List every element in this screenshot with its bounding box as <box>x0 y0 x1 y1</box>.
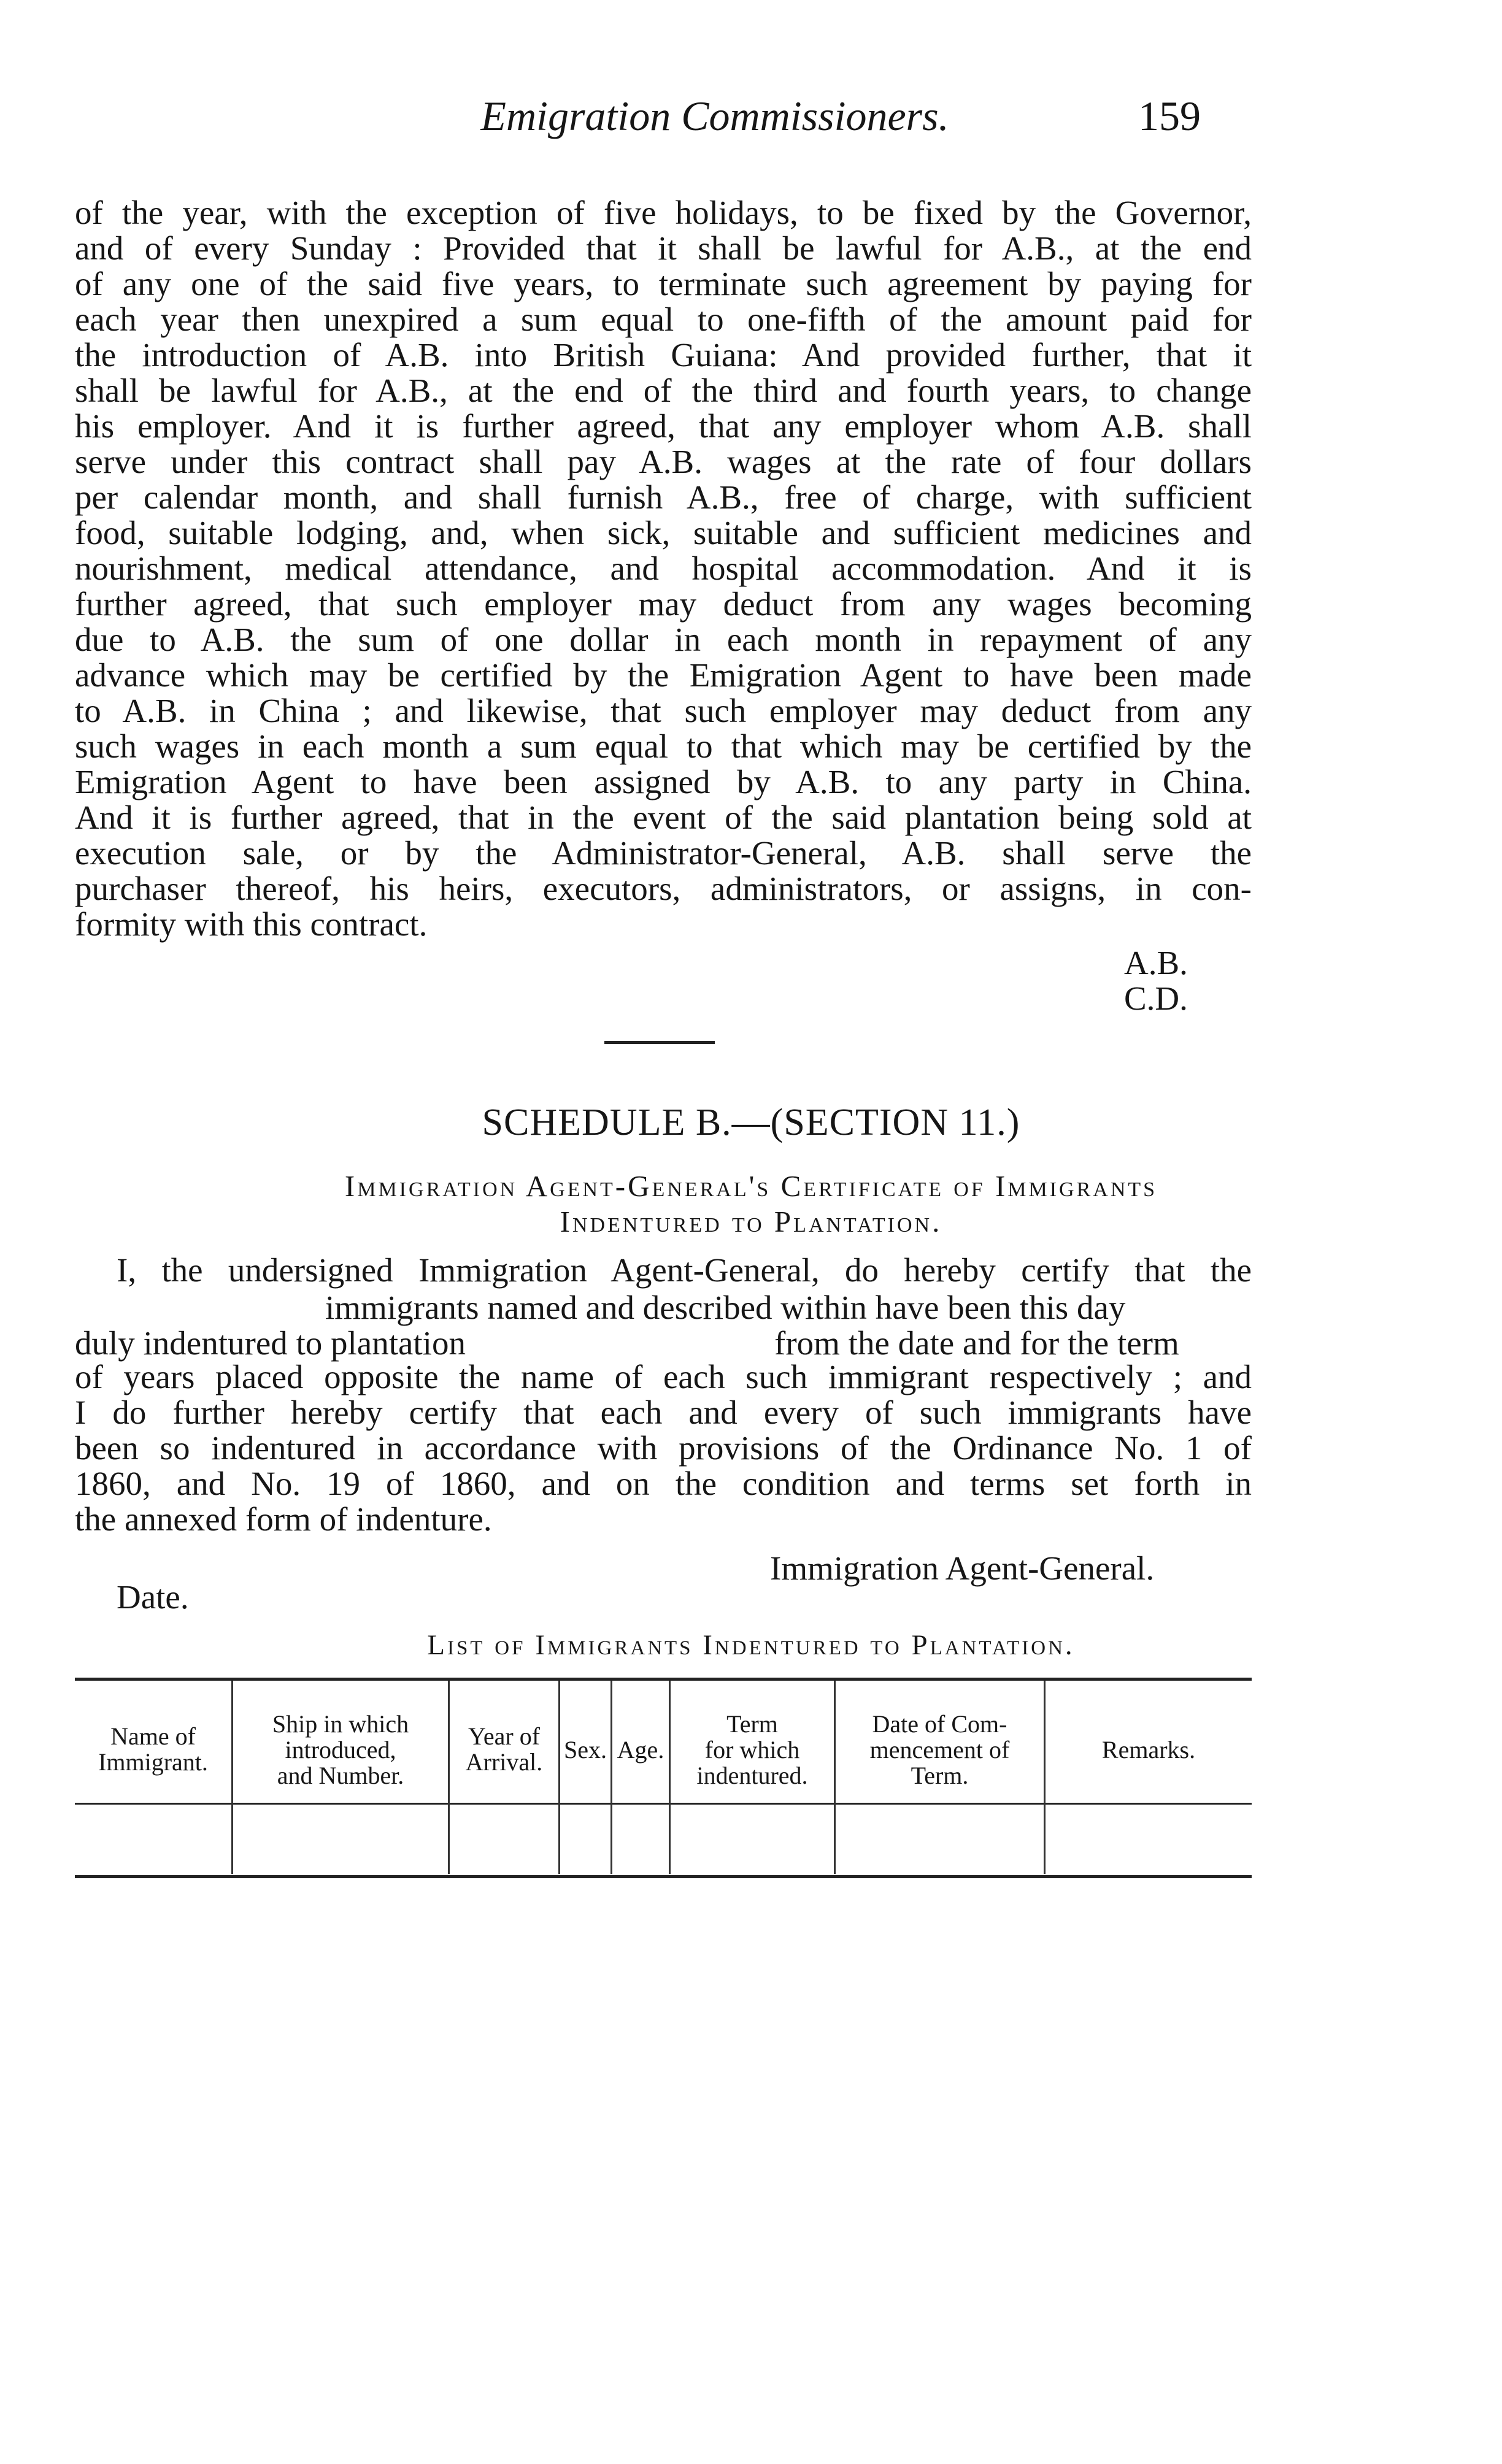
text-line: shall be lawful for A.B., at the end of the third and fourth years, to change <box>75 372 1252 409</box>
text-line: of any one of the said five years, to terminate such agreement by paying for <box>75 265 1252 302</box>
text-line: each year then unexpired a sum equal to one-fifth of the amount paid for <box>75 301 1252 338</box>
column-header-sex: Sex. <box>564 1736 607 1764</box>
text-line: execution sale, or by the Administrator-General, A.B. shall serve the <box>75 834 1252 872</box>
list-title: List of Immigrants Indentured to Plantation. <box>427 1629 1075 1661</box>
schedule-heading: SCHEDULE B.—(SECTION 11.) <box>482 1102 1020 1143</box>
immigrant-table <box>75 1678 1252 1880</box>
table-column-rule <box>1044 1681 1046 1874</box>
text-line: due to A.B. the sum of one dollar in each month in repayment of any <box>75 621 1252 658</box>
column-header-year: Year of Arrival. <box>465 1722 543 1776</box>
text-line: further agreed, that such employer may deduct from any wages becoming <box>75 585 1252 623</box>
text-line: of the year, with the exception of five holidays, to be fixed by the Governor, <box>75 194 1252 231</box>
text-line: duly indentured to plantation <box>75 1324 466 1362</box>
schedule-subheading-2: Indentured to Plantation. <box>560 1205 942 1238</box>
text-line: his employer. And it is further agreed, that any employer whom A.B. shall <box>75 407 1252 445</box>
signature-ab: A.B. <box>1124 944 1188 981</box>
text-line: serve under this contract shall pay A.B. wages at the rate of four dollars <box>75 443 1252 480</box>
table-column-rule <box>610 1681 612 1874</box>
column-header-ship: Ship in which introduced, and Number. <box>272 1710 409 1789</box>
text-line: and of every Sunday : Provided that it shall be lawful for A.B., at the end <box>75 229 1252 267</box>
text-line: I, the undersigned Immigration Agent-General, do hereby certify that the <box>117 1251 1252 1289</box>
table-header-rule <box>75 1803 1252 1805</box>
page-number: 159 <box>1138 93 1201 139</box>
text-line: from the date and for the term <box>774 1324 1179 1362</box>
text-line: purchaser thereof, his heirs, executors, administrators, or assigns, in con- <box>75 870 1252 907</box>
column-header-term: Term for which indentured. <box>696 1710 808 1789</box>
section-divider <box>604 1041 715 1044</box>
table-column-rule <box>558 1681 560 1874</box>
table-bottom-rule <box>75 1875 1252 1878</box>
text-line: the annexed form of indenture. <box>75 1500 492 1538</box>
column-header-commencement: Date of Com- mencement of Term. <box>869 1710 1010 1789</box>
date-label: Date. <box>117 1578 189 1616</box>
text-line: nourishment, medical attendance, and hospital accommodation. And it is <box>75 550 1252 587</box>
text-line: such wages in each month a sum equal to that which may be certified by the <box>75 727 1252 765</box>
text-line: the introduction of A.B. into British Guiana: And provided further, that it <box>75 336 1252 374</box>
column-header-name: Name of Immigrant. <box>98 1722 208 1776</box>
text-line: food, suitable lodging, and, when sick, suitable and sufficient medicines and <box>75 514 1252 551</box>
schedule-subheading: Immigration Agent-General's Certificate of Immigrants <box>344 1169 1158 1203</box>
text-line: And it is further agreed, that in the event of the said plantation being sold at <box>75 799 1252 836</box>
table-top-rule <box>75 1678 1252 1681</box>
signature-cd: C.D. <box>1124 980 1188 1017</box>
text-line: of years placed opposite the name of each such immigrant respectively ; and <box>75 1358 1252 1395</box>
running-title: Emigration Commissioners. <box>480 93 949 139</box>
text-line: advance which may be certified by the Emigration Agent to have been made <box>75 656 1252 694</box>
text-line: formity with this contract. <box>75 905 428 943</box>
column-header-remarks: Remarks. <box>1101 1736 1196 1764</box>
text-line: immigrants named and described within have been this day <box>325 1289 1126 1326</box>
column-header-age: Age. <box>617 1736 664 1764</box>
agent-signature-label: Immigration Agent-General. <box>770 1549 1155 1587</box>
text-line: per calendar month, and shall furnish A.B., free of charge, with sufficient <box>75 478 1252 516</box>
text-line: I do further hereby certify that each and every of such immigrants have <box>75 1394 1252 1431</box>
text-line: been so indentured in accordance with provisions of the Ordinance No. 1 of <box>75 1429 1252 1467</box>
text-line: Emigration Agent to have been assigned by A.B. to any party in China. <box>75 763 1252 800</box>
table-column-rule <box>448 1681 450 1874</box>
text-line: to A.B. in China ; and likewise, that such employer may deduct from any <box>75 692 1252 729</box>
text-line: 1860, and No. 19 of 1860, and on the condition and terms set forth in <box>75 1465 1252 1502</box>
